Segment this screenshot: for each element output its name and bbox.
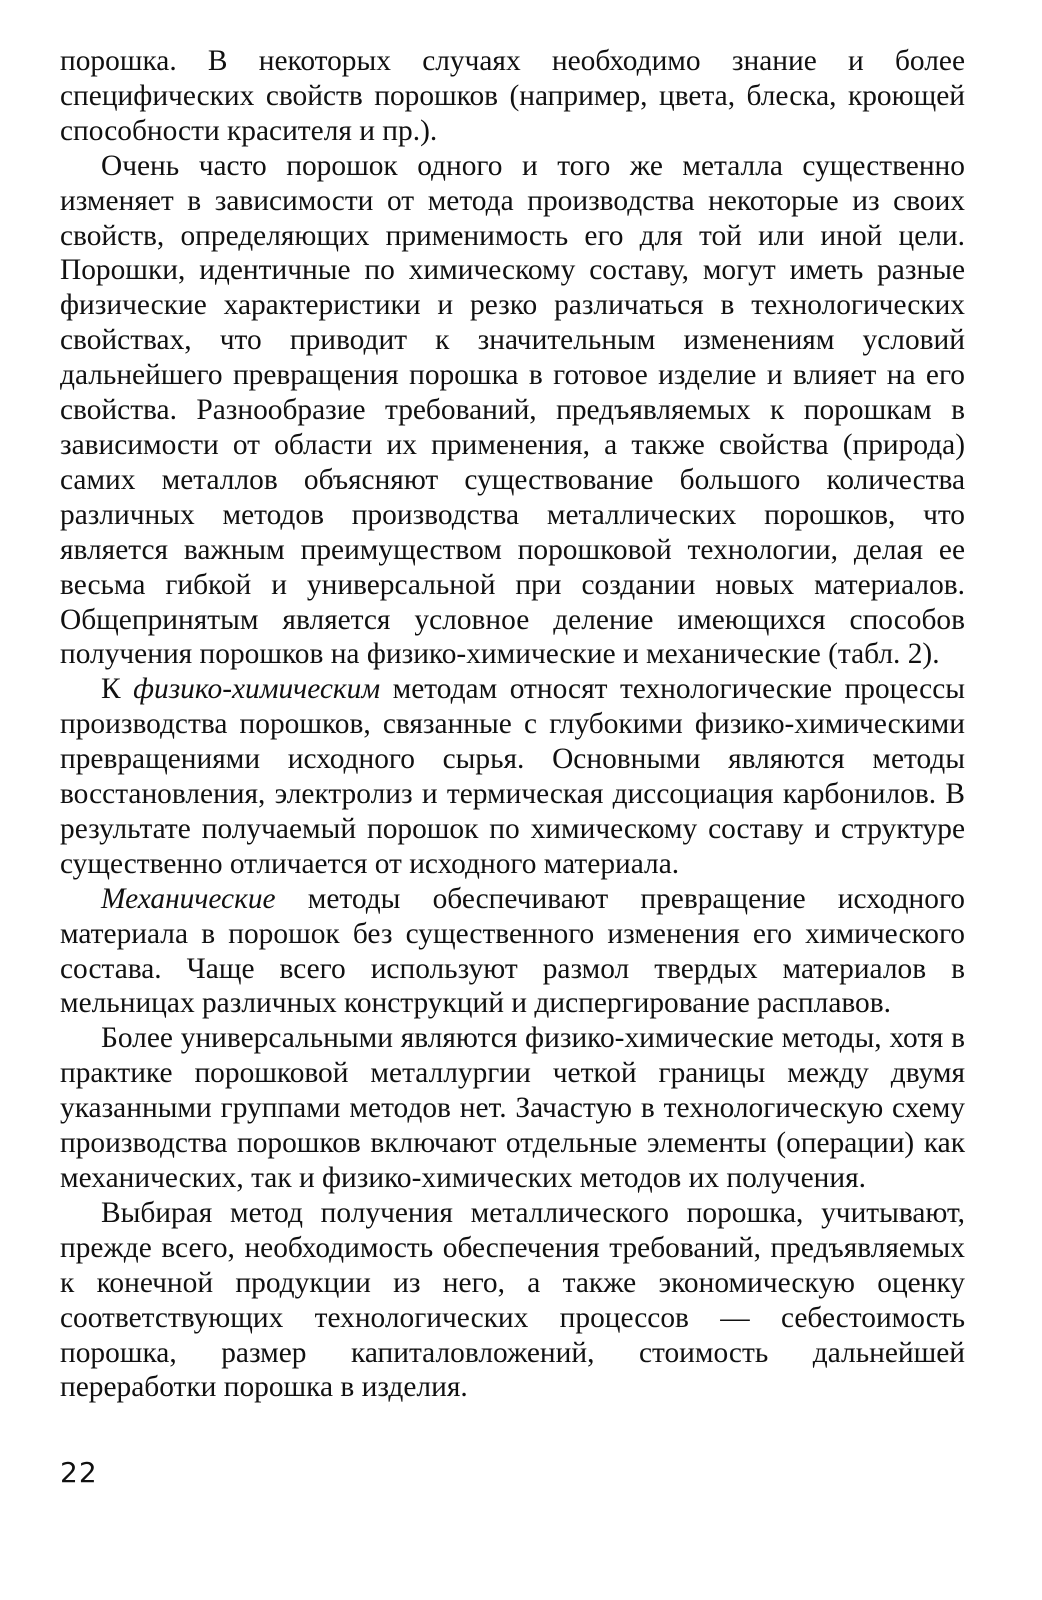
paragraph-4-rest: методы обеспечивают превращение исходного материала в порошок без существенного изменения его химического состава. Чаще всего используют размол твердых материалов в мельницах различных конструкций и диспергирование расплавов.: [60, 882, 965, 1020]
paragraph-4-emphasis: Механические: [101, 882, 276, 915]
paragraph-3-rest: методам относят технологические процессы производства порошков, связанные с глубокими физико-химическими превращениями исходного сырья. Основными являются методы восстановления, электролиз и термическая диссоциация карбонилов. В результате получаемый порошок по химическому составу и структуре существенно отличается от исходного материала.: [60, 673, 965, 880]
paragraph-2: Очень часто порошок одного и того же металла существенно изменяет в зависимости от метода производства некоторые из своих свойств, определяющих применимость его для той или иной цели. Порошки, идентичные по химическому составу, могут иметь разные физические характеристики и резко различаться в технологических свойствах, что приводит к значительным изменениям условий дальнейшего превращения порошка в готовое изделие и влияет на его свойства. Разнообразие требований, предъявляемых к порошкам в зависимости от области их применения, а также свойства (природа) самих металлов объясняют существование большого количества различных методов производства металлических порошков, что является важным преимуществом порошковой технологии, делая ее весьма гибкой и универсальной при создании новых материалов. Общепринятым является условное деление имеющихся способов получения порошков на физико-химические и механические (табл. 2).: [60, 149, 965, 671]
page-body: [60, 44, 965, 1405]
page-number: 22: [60, 1456, 98, 1489]
paragraph-5: Более универсальными являются физико-химические методы, хотя в практике порошковой металлургии четкой границы между двумя указанными группами методов нет. Зачастую в технологическую схему производства порошков включают отдельные элементы (операции) как механических, так и физико-химических методов их получения.: [60, 1022, 965, 1194]
paragraph-6: Выбирая метод получения металлического порошка, учитывают, прежде всего, необходимость обеспечения требований, предъявляемых к конечной продукции из него, а также экономическую оценку соответствующих технологических процессов — себестоимость порошка, размер капиталовложений, стоимость дальнейшей переработки порошка в изделия.: [60, 1196, 965, 1404]
paragraph-1: порошка. В некоторых случаях необходимо знание и более специфических свойств порошков (например, цвета, блеска, кроющей способности красителя и пр.).: [60, 45, 965, 147]
paragraph-3-prefix: К: [101, 673, 134, 706]
paragraph-3-emphasis: физико-химическим: [133, 673, 381, 706]
paragraph-3: [60, 672, 965, 881]
paragraph-4: [60, 882, 965, 1022]
